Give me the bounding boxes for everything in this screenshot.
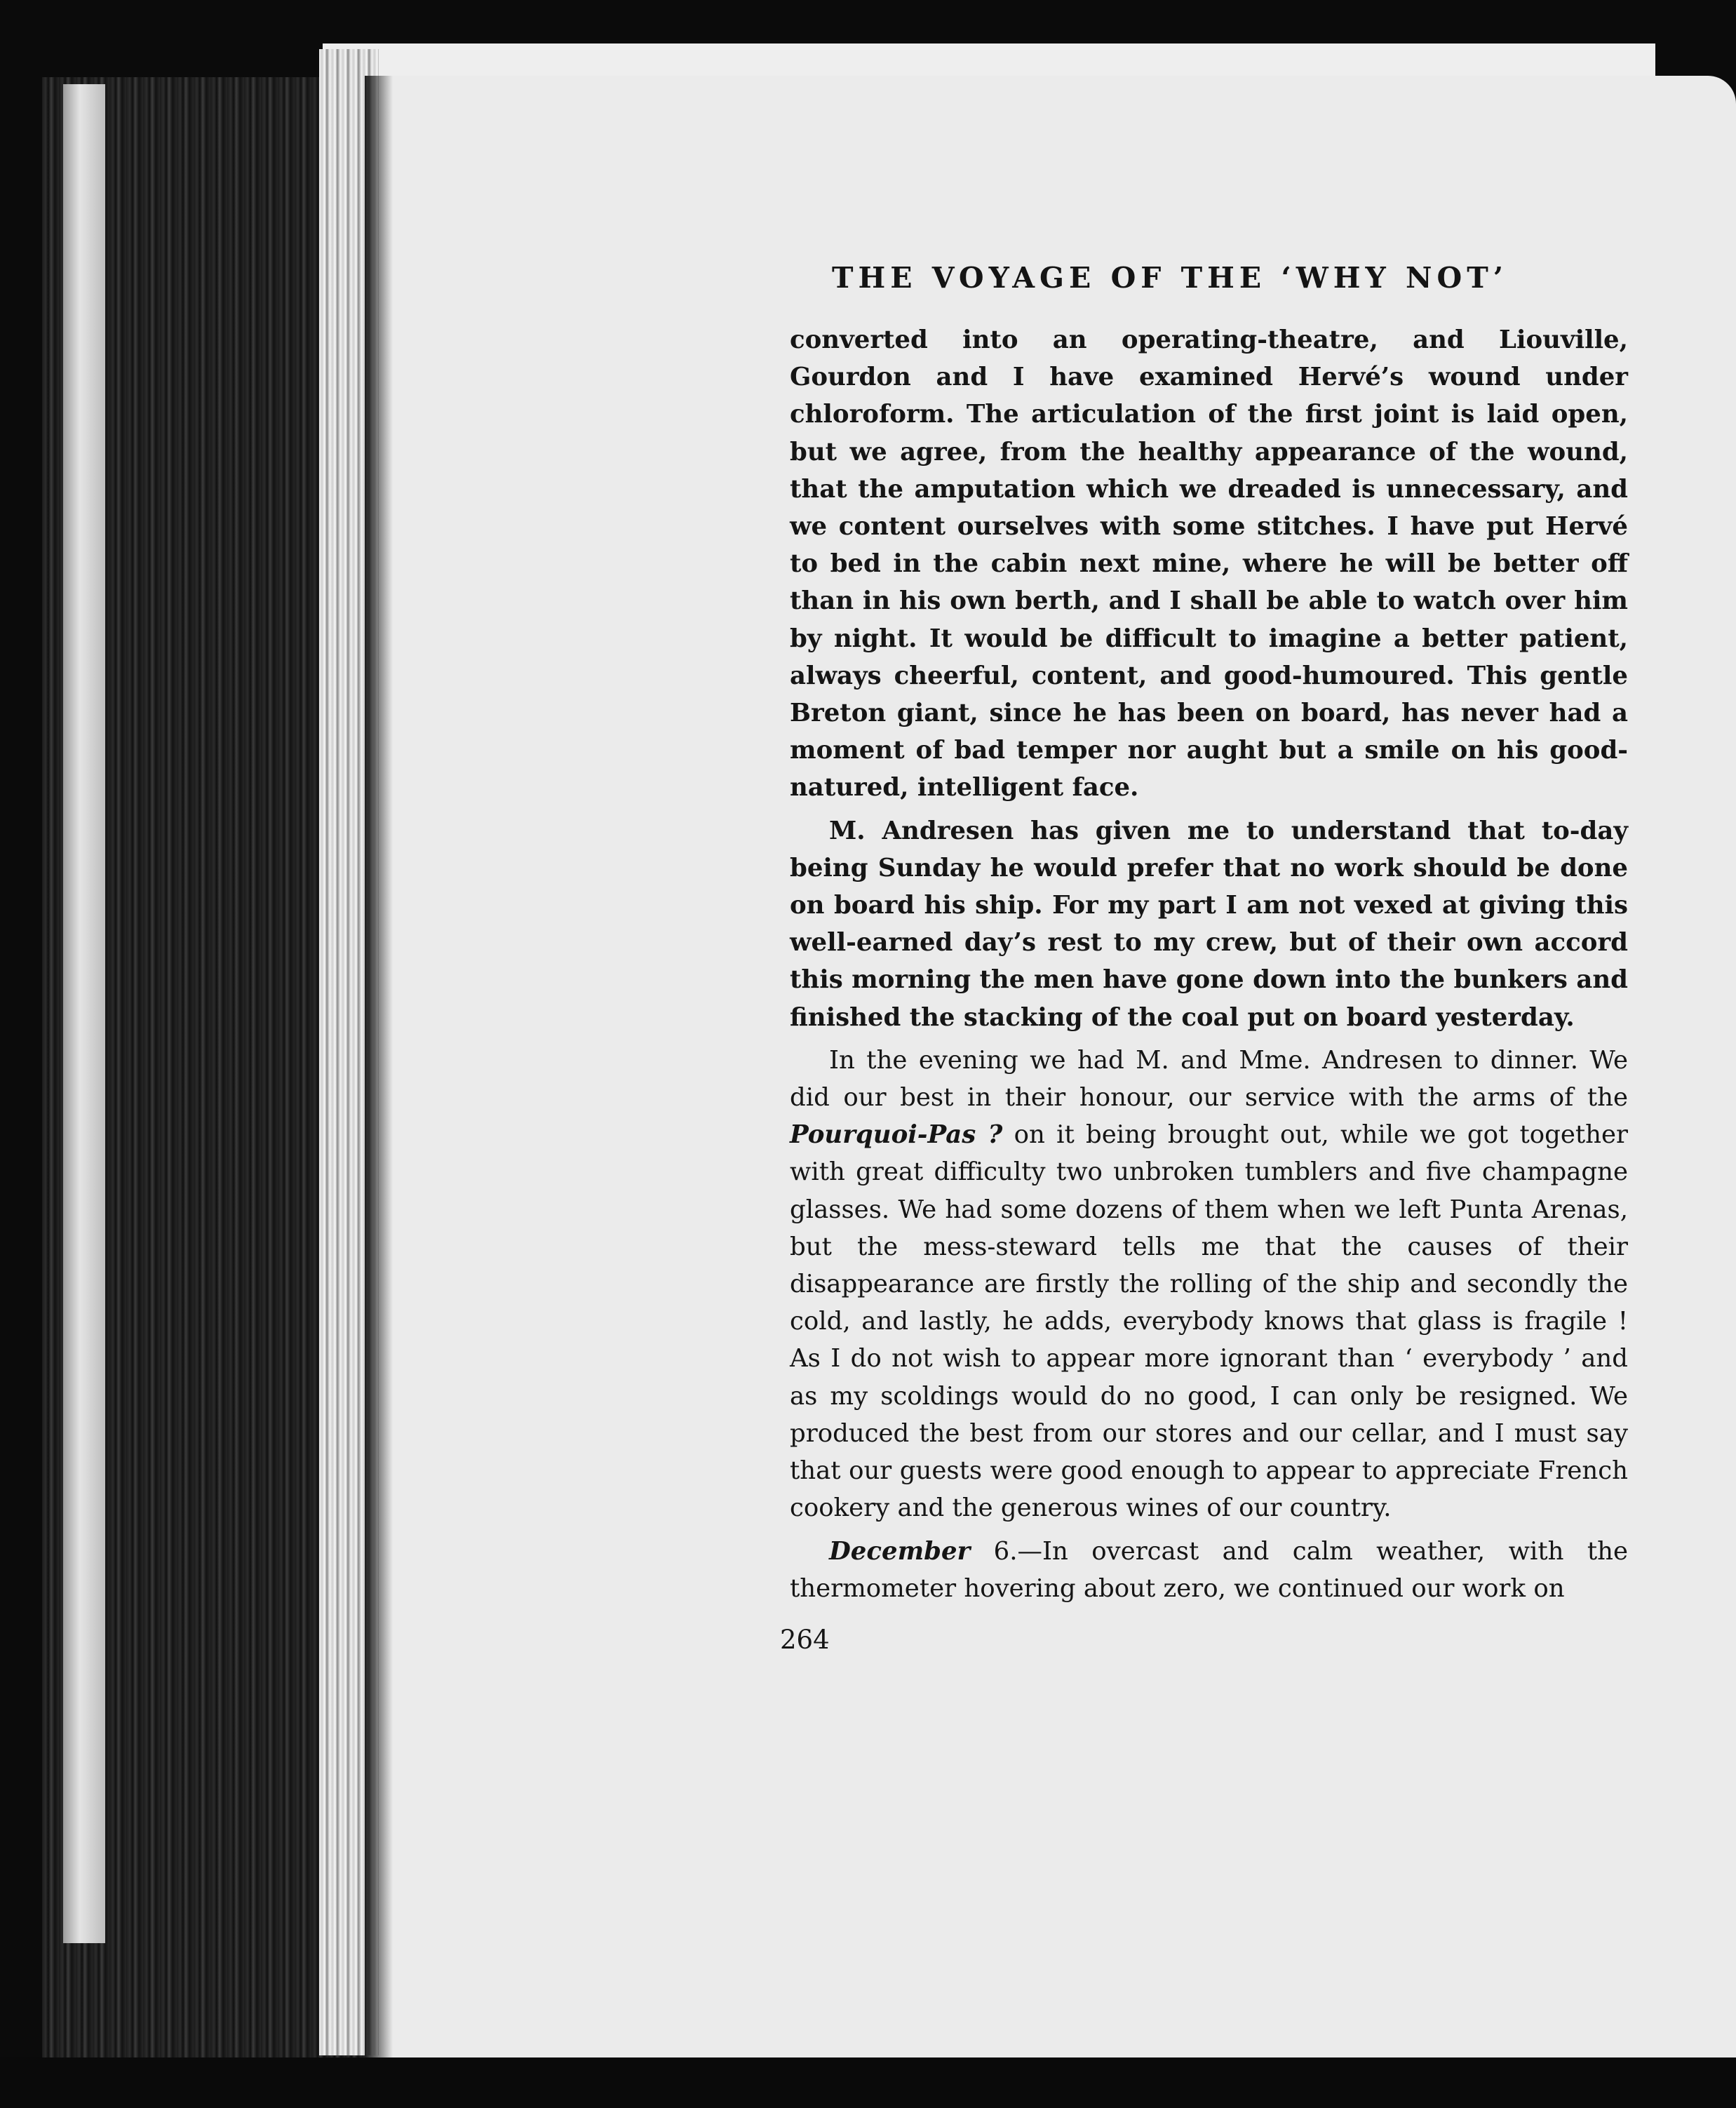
- gutter-shadow: [365, 76, 393, 2057]
- running-head: THE VOYAGE OF THE ‘WHY NOT’: [832, 261, 1509, 295]
- date-heading: December: [829, 1536, 971, 1566]
- paragraph-december-6: [790, 1533, 1628, 1607]
- paragraph-andresen-sunday: M. Andresen has given me to understand that to-day being Sunday he would prefer that no work should be done on board his ship. For my part I am not vexed at giving this well-earned day’s rest to my crew, but of their own accord this morning the men have gone down into the bunkers and finished the stacking of the coal put on board yesterday.: [790, 816, 1628, 1032]
- paragraph-evening-dinner: [790, 1042, 1628, 1527]
- ship-name: Pourquoi-Pas ?: [790, 1120, 1003, 1150]
- paragraph-operating-theatre: converted into an operating-theatre, and Liouville, Gourdon and I have examined Hervé’s wound under chloroform. The articulation of the first joint is laid open, but we agree, from the healthy appearance of the wound, that the amputation which we dreaded is unnecessary, and we content ourselves with some stitches. I have put Hervé to bed in the cabin next mine, where he will be better off than in his own berth, and I shall be able to watch over him by night. It would be difficult to imagine a better patient, always cheerful, content, and good-humoured. This gentle Breton giant, since he has been on board, has never had a moment of bad temper nor aught but a smile on his good-natured, intelligent face.: [790, 325, 1628, 803]
- dinner-text-start: In the evening we had M. and Mme. Andresen to dinner. We did our best in their honour, our service with the arms of the: [790, 1045, 1628, 1113]
- dinner-text-end: on it being brought out, while we got together with great difficulty two unbroken tumblers and five champagne glasses. We had some dozens of them when we left Punta Arenas, but the mess-steward tells me that the causes of their disappearance are firstly the rolling of the ship and secondly the cold, and lastly, he adds, everybody knows that glass is fragile ! As I do not wish to appear more ignorant than ‘ everybody ’ and as my scoldings would do no good, I can only be resigned. We produced the best from our stores and our cellar, and I must say that our guests were good enough to appear to appreciate French cookery and the generous wines of our country.: [790, 1120, 1629, 1523]
- page-stack-highlight: [63, 84, 105, 1943]
- page-number: 264: [780, 1625, 830, 1655]
- scan-background-bottom: [0, 2057, 1736, 2108]
- december-text: 6.—In overcast and calm weather, with the thermometer hovering about zero, we continued our work on: [790, 1536, 1628, 1603]
- body-text: [790, 321, 1628, 1613]
